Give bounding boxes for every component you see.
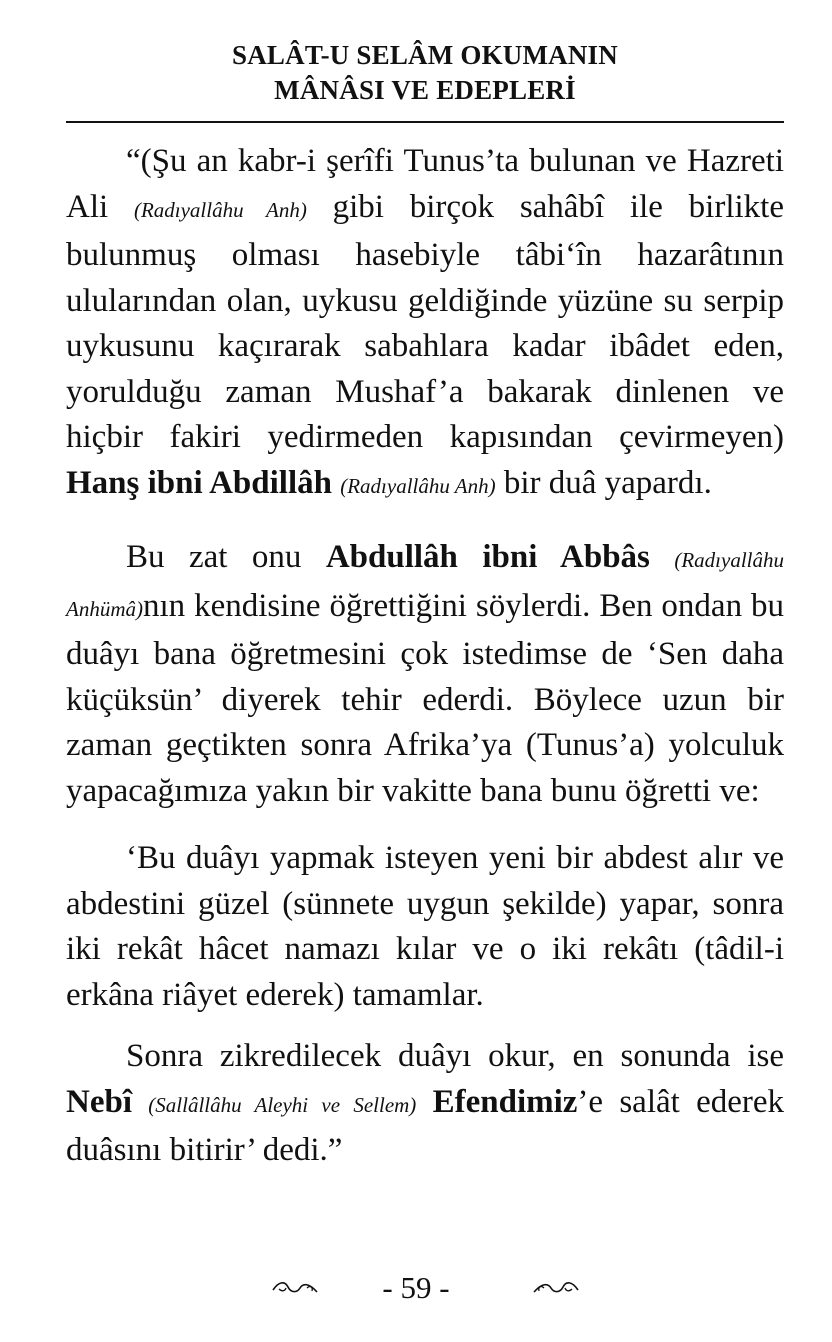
bold-name: Abdullâh ibni Abbâs — [325, 539, 650, 575]
paragraph-3: ‘Bu duâyı yapmak isteyen yeni bir abdest alır ve abdestini güzel (sünnete uygun şekilde) yapar, sonra iki rekât hâcet namazı kılar ve o iki rekâtı (tâdil-i erkâna riâyet ederek) tamamlar. — [66, 840, 784, 1013]
honorific: (Sallâllâhu Aleyhi ve Sellem) — [148, 1092, 417, 1117]
header-rule — [66, 121, 784, 123]
bold-name: Nebî — [66, 1083, 132, 1120]
paragraph-1: “(Şu an kabr-i şerîfi Tunus’ta bulunan ve Hazreti Ali (Radıyallâhu Anh) gibi birçok sahâbî ile birlikte bulunmuş olması hasebiyle tâbi‘în hazarâtının ulularından olan, uykusu geldiğinde yüzüne su serpip uykusunu kaçırarak sabahlara kadar ibâdet eden, yorulduğu zaman Mushaf’a bakarak dinlenen ve hiçbir fakiri yedirmeden kapısından çevirmeyen) Hanş ibni Abdillâh (Radıyallâhu Anh) bir duâ yapardı. — [66, 143, 784, 501]
page-footer — [0, 1268, 832, 1308]
bold-name: Hanş ibni Abdillâh — [66, 464, 332, 501]
bold-name: Efendimiz — [432, 1083, 578, 1120]
honorific: (Radıyallâhu Anhümâ) — [66, 548, 784, 621]
left-flourish-icon — [271, 1278, 319, 1305]
page-body — [66, 139, 784, 1174]
running-header — [66, 38, 784, 108]
paragraph-4: Sonra zikredilecek duâyı okur, en sonunda ise Nebî (Sallâllâhu Aleyhi ve Sellem) Efendimiz’e salât ederek duâsını bitirir’ dedi.” — [66, 1038, 785, 1168]
header-title-line-1: SALÂT-U SELÂM OKUMANIN — [232, 40, 618, 70]
page-number: - 59 - — [382, 1270, 450, 1305]
honorific: (Radıyallâhu Anh) — [340, 473, 496, 498]
honorific: (Radıyallâhu Anh) — [133, 197, 307, 222]
header-title-line-2: MÂNÂSI VE EDEPLERİ — [274, 75, 576, 105]
paragraph-2: Bu zat onu Abdullâh ibni Abbâs (Radıyallâhu Anhümâ)nın kendisine öğrettiğini söylerdi. Ben ondan bu duâyı bana öğretmesini çok istedimse de ‘Sen daha küçüksün’ diyerek tehir ederdi. Böylece uzun bir zaman geçtikten sonra Afrika’ya (Tunus’a) yolculuk yapacağımıza yakın bir vakitte bana bunu öğretti ve: — [66, 539, 784, 809]
right-flourish-icon — [532, 1278, 580, 1305]
